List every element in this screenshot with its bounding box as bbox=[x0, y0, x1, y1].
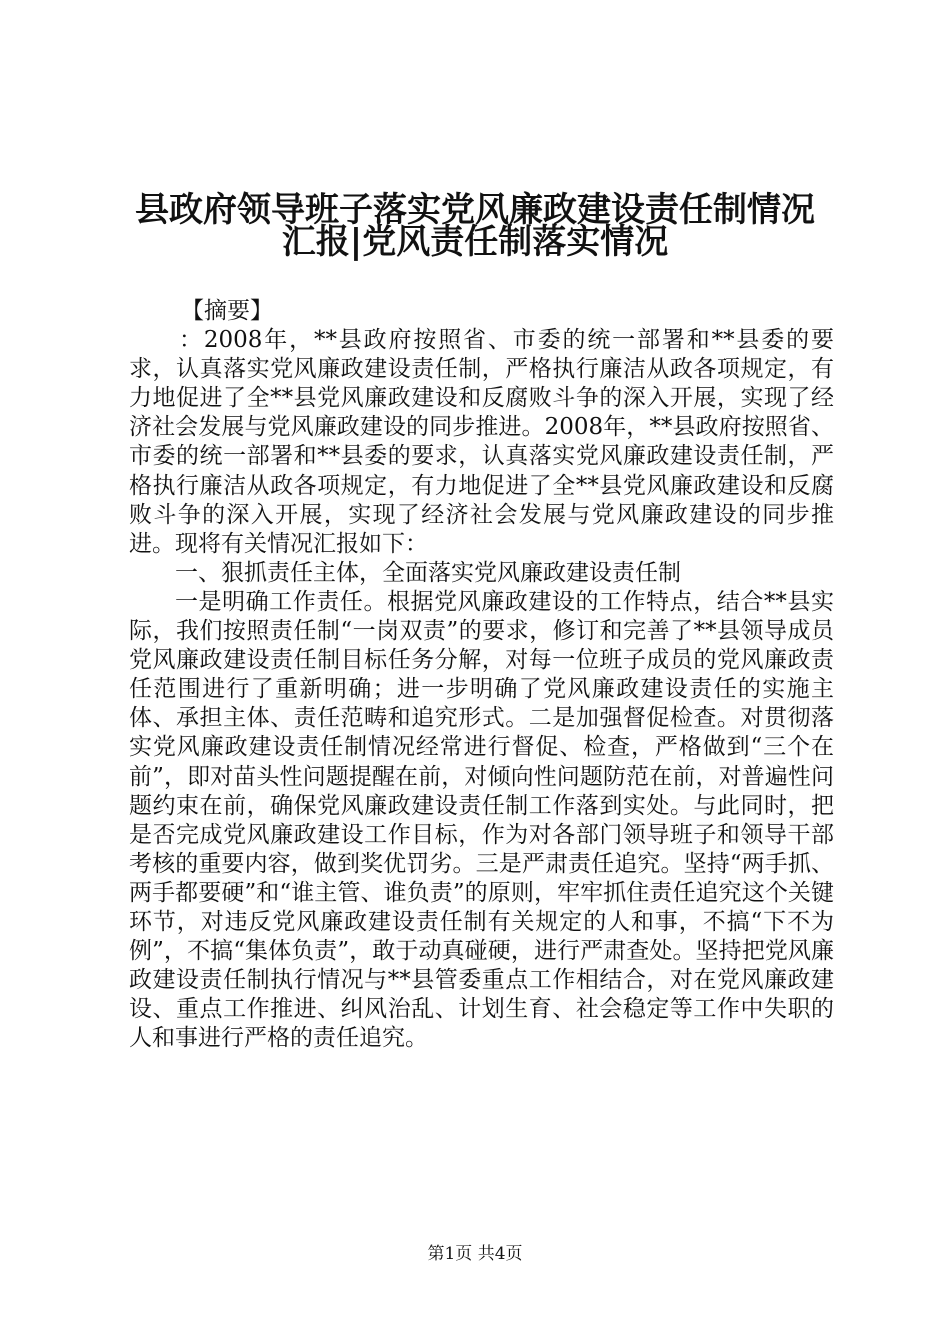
section-heading: 一、狠抓责任主体，全面落实党风廉政建设责任制 bbox=[175, 559, 681, 586]
abstract-paragraph: ：2008年，**县政府按照省、市委的统一部署和**县委的要求，认真落实党风廉政建设责任制，严格执行廉洁从政各项规定，有力地促进了全**县党风廉政建设和反腐败斗争的深入开展，实现了经济社会发展与党风廉政建设的同步推进。2008年，**县政府按照省、市委的统一部署和**县委的要求，认真落实党风廉政建设责任制，严格执行廉洁从政各项规定，有力地促进了全**县党风廉政建设和反腐败斗争的深入开展，实现了经济社会发展与党风廉政建设的同步推进。现将有关情况汇报如下： bbox=[129, 327, 834, 557]
document-title-line-1: 县政府领导班子落实党风廉政建设责任制情况 bbox=[135, 190, 815, 230]
page-footer: 第1页 共4页 bbox=[427, 1244, 523, 1264]
document-title-line-2: 汇报|党风责任制落实情况 bbox=[281, 222, 669, 262]
body-paragraph: 一是明确工作责任。根据党风廉政建设的工作特点，结合**县实际，我们按照责任制“一岗双责”的要求，修订和完善了**县领导成员党风廉政建设责任制目标任务分解，对每一位班子成员的党风廉政责任范围进行了重新明确；进一步明确了党风廉政建设责任的实施主体、承担主体、责任范畴和追究形式。二是加强督促检查。对贯彻落实党风廉政建设责任制情况经常进行督促、检查，严格做到“三个在前”，即对苗头性问题提醒在前，对倾向性问题防范在前，对普遍性问题约束在前，确保党风廉政建设责任制工作落到实处。与此同时，把是否完成党风廉政建设工作目标，作为对各部门领导班子和领导干部考核的重要内容，做到奖优罚劣。三是严肃责任追究。坚持“两手抓、两手都要硬”和“谁主管、谁负责”的原则，牢牢抓住责任追究这个关键环节，对违反党风廉政建设责任制有关规定的人和事，不搞“下不为例”，不搞“集体负责”，敢于动真碰硬，进行严肃查处。坚持把党风廉政建设责任制执行情况与**县管委重点工作相结合，对在党风廉政建设、重点工作推进、纠风治乱、计划生育、社会稳定等工作中失职的人和事进行严格的责任追究。 bbox=[129, 588, 834, 1052]
document-body bbox=[129, 297, 834, 1053]
abstract-label: 【摘要】 bbox=[181, 298, 273, 324]
